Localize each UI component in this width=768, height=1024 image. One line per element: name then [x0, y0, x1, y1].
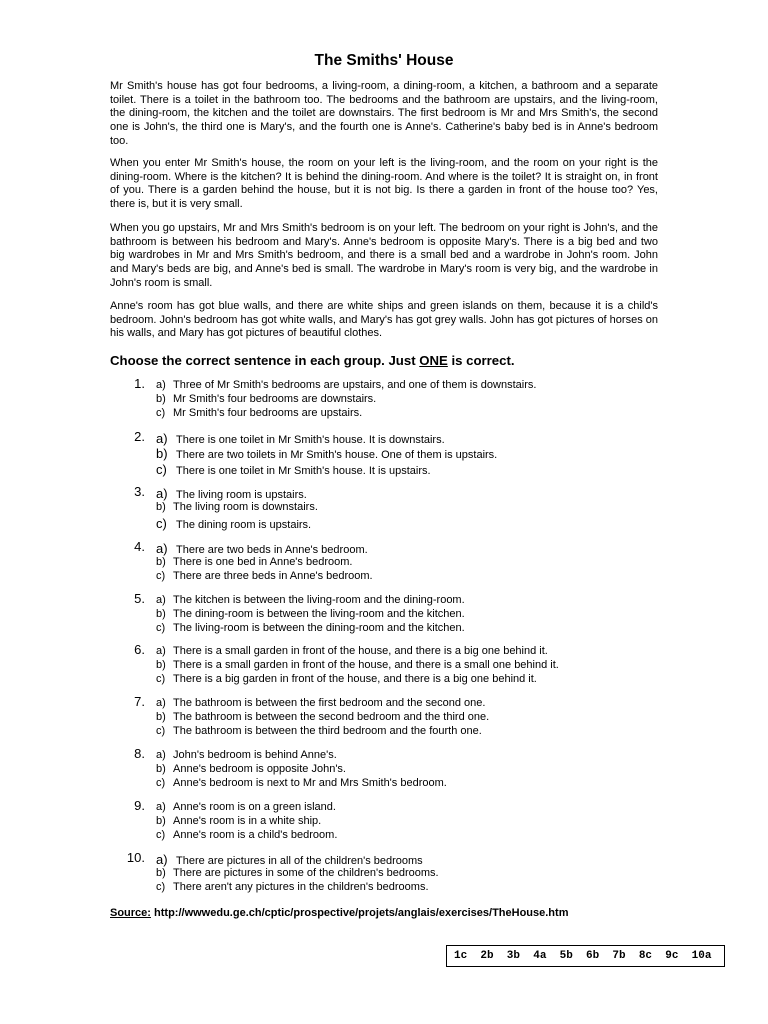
instruction-text-start: Choose the correct sentence in each group. Just: [110, 353, 420, 368]
option-letter: c): [156, 725, 166, 737]
option-c: [156, 673, 537, 687]
option-letter: b): [156, 393, 166, 405]
option-b: [156, 556, 352, 570]
option-letter: a): [156, 541, 168, 556]
option-b: [156, 659, 559, 673]
option-text: There are pictures in some of the children's bedrooms.: [173, 867, 439, 879]
option-text: The dining-room is between the living-room and the kitchen.: [173, 608, 465, 620]
option-text: There is one toilet in Mr Smith's house. It is upstairs.: [176, 465, 431, 477]
option-text: There are two toilets in Mr Smith's house. One of them is upstairs.: [176, 449, 498, 461]
story-paragraph-2: When you enter Mr Smith's house, the room on your left is the living-room, and the room on your right is the dining-room. Where is the kitchen? It is behind the dining-room. And where is the toilet? It is straight on, in front of you. There is a garden behind the house, but it is not big. Is there a garden in front of the house too? Yes, there is, but it is very small.: [110, 157, 658, 211]
option-b: [156, 393, 376, 407]
option-text: The living room is downstairs.: [173, 501, 318, 513]
option-letter: a): [156, 697, 166, 709]
option-text: There are pictures in all of the children's bedrooms: [176, 855, 423, 867]
option-b: [156, 711, 489, 725]
option-a: [156, 852, 423, 866]
option-letter: b): [156, 659, 166, 671]
page-title: The Smiths' House: [314, 52, 454, 69]
option-letter: b): [156, 501, 166, 513]
option-text: There are three beds in Anne's bedroom.: [173, 570, 373, 582]
question-number: 10.: [126, 850, 145, 865]
option-text: Anne's bedroom is opposite John's.: [173, 763, 346, 775]
question-number: 8.: [134, 746, 145, 761]
story-paragraph-4: Anne's room has got blue walls, and there are white ships and green islands on them, because it is a child's bedroom. John's bedroom has got white walls, and Mary's has got grey walls. John has got pictures of horses on his walls, and Mary has got pictures of beautiful clothes.: [110, 300, 658, 340]
option-text: The kitchen is between the living-room and the dining-room.: [173, 594, 465, 606]
option-letter: b): [156, 446, 168, 461]
option-b: [156, 815, 321, 829]
option-a: [156, 541, 368, 555]
option-letter: c): [156, 570, 166, 582]
question-number: 6.: [134, 642, 145, 657]
option-c: [156, 622, 465, 636]
story-paragraph-1: Mr Smith's house has got four bedrooms, a living-room, a dining-room, a kitchen, a bathroom and a separate toilet. There is a toilet in the bathroom too. The bedrooms and the bathroom are upstairs, and the living-room, the dining-room, the kitchen and the toilet are downstairs. The first bedroom is Mr and Mrs Smith's, the second one is John's, the third one is Mary's, and the fourth one is Anne's. Catherine's baby bed is in Anne's bedroom too.: [110, 80, 658, 147]
option-a: [156, 645, 548, 659]
question-number: 1.: [134, 376, 145, 391]
question-number: 7.: [134, 694, 145, 709]
option-text: There is a big garden in front of the house, and there is a big one behind it.: [173, 673, 537, 685]
option-c: [156, 570, 373, 584]
option-letter: b): [156, 556, 166, 568]
option-letter: b): [156, 763, 166, 775]
option-text: There is one toilet in Mr Smith's house. It is downstairs.: [176, 434, 445, 446]
option-a: [156, 431, 445, 445]
option-letter: a): [156, 852, 168, 867]
option-text: The dining room is upstairs.: [176, 519, 312, 531]
option-a: [156, 749, 337, 763]
option-c: [156, 777, 447, 791]
option-letter: a): [156, 379, 166, 391]
question-number: 4.: [134, 539, 145, 554]
option-b: [156, 608, 465, 622]
option-letter: c): [156, 777, 166, 789]
option-letter: c): [156, 881, 166, 893]
option-text: The bathroom is between the first bedroom and the second one.: [173, 697, 486, 709]
answer-key-text: 1c 2b 3b 4a 5b 6b 7b 8c 9c 10a: [454, 950, 712, 962]
option-a: [156, 379, 536, 393]
option-letter: c): [156, 407, 166, 419]
option-text: Mr Smith's four bedrooms are upstairs.: [173, 407, 363, 419]
option-letter: a): [156, 749, 166, 761]
option-text: The bathroom is between the second bedroom and the third one.: [173, 711, 490, 723]
question-number: 9.: [134, 798, 145, 813]
option-text: Three of Mr Smith's bedrooms are upstairs, and one of them is downstairs.: [173, 379, 537, 391]
option-letter: b): [156, 815, 166, 827]
answer-key-box: [446, 945, 725, 967]
instruction-emphasis: ONE: [419, 353, 448, 368]
question-number: 5.: [134, 591, 145, 606]
option-letter: a): [156, 801, 166, 813]
option-letter: c): [156, 673, 166, 685]
option-c: [156, 829, 337, 843]
option-text: Anne's room is a child's bedroom.: [173, 829, 338, 841]
option-b: [156, 867, 439, 881]
option-text: Anne's bedroom is next to Mr and Mrs Smith's bedroom.: [173, 777, 447, 789]
option-letter: c): [156, 829, 166, 841]
option-letter: b): [156, 867, 166, 879]
option-text: The bathroom is between the third bedroom and the fourth one.: [173, 725, 482, 737]
instruction-text-end: is correct.: [447, 353, 515, 368]
option-a: [156, 486, 307, 500]
option-text: Mr Smith's four bedrooms are downstairs.: [173, 393, 377, 405]
option-a: [156, 697, 485, 711]
option-c: [156, 725, 482, 739]
option-text: Anne's room is on a green island.: [173, 801, 336, 813]
option-letter: c): [156, 622, 166, 634]
source-url: http://wwwedu.ge.ch/cptic/prospective/projets/anglais/exercises/TheHouse.htm: [154, 907, 569, 919]
option-letter: a): [156, 645, 166, 657]
option-letter: b): [156, 711, 166, 723]
option-c: [156, 881, 429, 895]
story-paragraph-3: When you go upstairs, Mr and Mrs Smith's bedroom is on your left. The bedroom on your right is John's, and the bathroom is between his bedroom and Mary's. Anne's bedroom is opposite Mary's. There is a big bed and two big wardrobes in Mr and Mrs Smith's bedroom, and there is a small bed and a wardrobe in John's room. John and Mary's beds are big, and Anne's bed is small. The wardrobe in Mary's room is very big, and the wardrobe in John's room is small.: [110, 222, 658, 289]
option-text: There is one bed in Anne's bedroom.: [173, 556, 353, 568]
option-text: John's bedroom is behind Anne's.: [173, 749, 337, 761]
option-letter: c): [156, 462, 167, 477]
option-text: There is a small garden in front of the house, and there is a big one behind it.: [173, 645, 548, 657]
option-letter: a): [156, 486, 168, 501]
option-text: There are two beds in Anne's bedroom.: [176, 544, 368, 556]
option-a: [156, 594, 465, 608]
exercise-instruction: [110, 353, 670, 368]
option-text: There aren't any pictures in the children's bedrooms.: [173, 881, 429, 893]
option-text: The living-room is between the dining-room and the kitchen.: [173, 622, 465, 634]
source-line: [110, 907, 568, 919]
question-number: 3.: [134, 484, 145, 499]
option-c: [156, 462, 431, 476]
option-c: [156, 407, 362, 421]
option-a: [156, 801, 336, 815]
option-letter: b): [156, 608, 166, 620]
option-letter: c): [156, 516, 167, 531]
option-letter: a): [156, 431, 168, 446]
option-b: [156, 501, 318, 515]
option-text: There is a small garden in front of the house, and there is a small one behind it.: [173, 659, 559, 671]
option-b: [156, 446, 497, 460]
option-c: [156, 516, 311, 530]
source-label: Source:: [110, 907, 151, 919]
option-text: The living room is upstairs.: [176, 489, 307, 501]
option-text: Anne's room is in a white ship.: [173, 815, 322, 827]
question-number: 2.: [134, 429, 145, 444]
option-letter: a): [156, 594, 166, 606]
option-b: [156, 763, 346, 777]
